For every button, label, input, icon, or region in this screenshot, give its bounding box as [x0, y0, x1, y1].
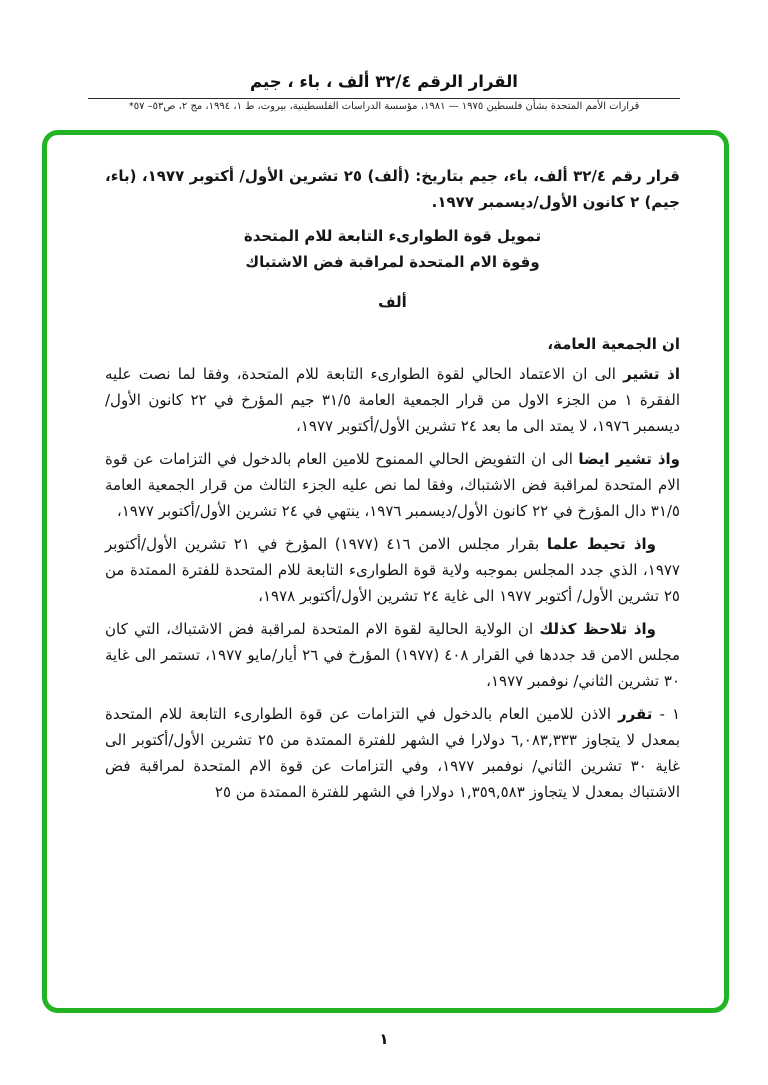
preamble-paragraph-4	[105, 616, 680, 694]
page-header	[88, 72, 680, 112]
paragraph-lead: واذ تحيط علما	[546, 535, 656, 553]
paragraph-text: الى ان الاعتماد الحالي لقوة الطوارىء التابعة للام المتحدة، وفقا لما نصت عليه الفقرة ١ من الجزء الاول من قرار الجمعية العامة ٣١/٥ جيم المؤرخ في ٢٢ كانون الأول/ديسمبر ١٩٧٦، لا يمتد الى ما بعد ٢٤ تشرين الأول/أكتوبر ١٩٧٧،	[105, 365, 680, 435]
source-citation: قرارات الأمم المتحدة بشأن فلسطين ١٩٧٥ — ١٩٨١، مؤسسة الدراسات الفلسطينية، بيروت، ط ١، ١٩٩٤، مج ٢، ص٥٣– ٥٧*	[128, 101, 640, 112]
paragraph-text: ان الولاية الحالية لقوة الام المتحدة لمراقبة فض الاشتباك، التي كان مجلس الامن قد جددها في القرار ٤٠٨ (١٩٧٧) المؤرخ في ٢٦ أيار/مايو ١٩٧٧، تستمر الى غاية ٣٠ تشرين الثاني/ نوفمبر ١٩٧٧،	[105, 620, 680, 690]
resolution-intro: قرار رقم ٣٢/٤ ألف، باء، جيم بتاريخ: (ألف) ٢٥ تشرين الأول/ أكتوبر ١٩٧٧، (باء، جيم) ٢ كانون الأول/ديسمبر ١٩٧٧.	[105, 167, 681, 211]
paragraph-text: الى ان التفويض الحالي الممنوح للامين العام بالدخول في التزامات عن قوة الام المتحدة لمراقبة فض الاشتباك، وفقا لما نص عليه الجزء الثالث من قرار الجمعية العامة ٣١/٥ دال المؤرخ في ٢٢ كانون الأول/ديسمبر ١٩٧٦، ينتهي في ٢٤ تشرين الأول/أكتوبر ١٩٧٧،	[105, 450, 680, 520]
preamble-paragraph-3	[105, 531, 680, 609]
page-number: ١	[379, 1030, 389, 1048]
paragraph-lead: اذ تشير	[623, 365, 680, 383]
document-title-line1: تمويل قوة الطوارىء التابعة للام المتحدة	[243, 227, 542, 245]
section-heading-alif: ألف	[378, 293, 407, 311]
preamble-paragraph-2	[105, 446, 680, 524]
paragraph-lead: واذ تشير ايضا	[578, 450, 680, 468]
preamble-paragraph-1	[105, 361, 680, 439]
document-body	[105, 163, 680, 805]
header-divider	[88, 98, 680, 99]
resolution-header-title: القرار الرقم ٣٢/٤ ألف ، باء ، جيم	[250, 72, 518, 91]
paragraph-text: الاذن للامين العام بالدخول في التزامات عن قوة الطوارىء التابعة للام المتحدة بمعدل لا يتجاوز ٦,٠٨٣,٣٣٣ دولارا في الشهر للفترة الممتدة من ٢٥ تشرين الأول/أكتوبر الى غاية ٣٠ تشرين الثاني/ نوفمبر ١٩٧٧، وفي التزامات عن قوة الام المتحدة لمراقبة فض الاشتباك بمعدل لا يتجاوز ١,٣٥٩,٥٨٣ دولارا في الشهر للفترة الممتدة من ٢٥	[105, 705, 681, 801]
document-title-line2: وقوة الام المتحدة لمراقبة فض الاشتباك	[245, 253, 540, 271]
paragraph-lead: تقرر	[618, 705, 653, 723]
operative-paragraph-1	[105, 701, 680, 805]
paragraph-lead: واذ تلاحظ كذلك	[539, 620, 656, 638]
paragraph-number: ١ -	[652, 705, 680, 723]
paragraph-text: بقرار مجلس الامن ٤١٦ (١٩٧٧) المؤرخ في ٢١ تشرين الأول/أكتوبر ١٩٧٧، الذي جدد المجلس بموجبه ولاية قوة الطوارىء التابعة للام المتحدة للفترة الممتدة من ٢٥ تشرين الأول/ أكتوبر ١٩٧٧ الى غاية ٢٤ تشرين الأول/أكتوبر ١٩٧٨،	[105, 535, 680, 605]
assembly-opening-line: ان الجمعية العامة،	[547, 335, 680, 353]
content-frame	[42, 130, 729, 1013]
